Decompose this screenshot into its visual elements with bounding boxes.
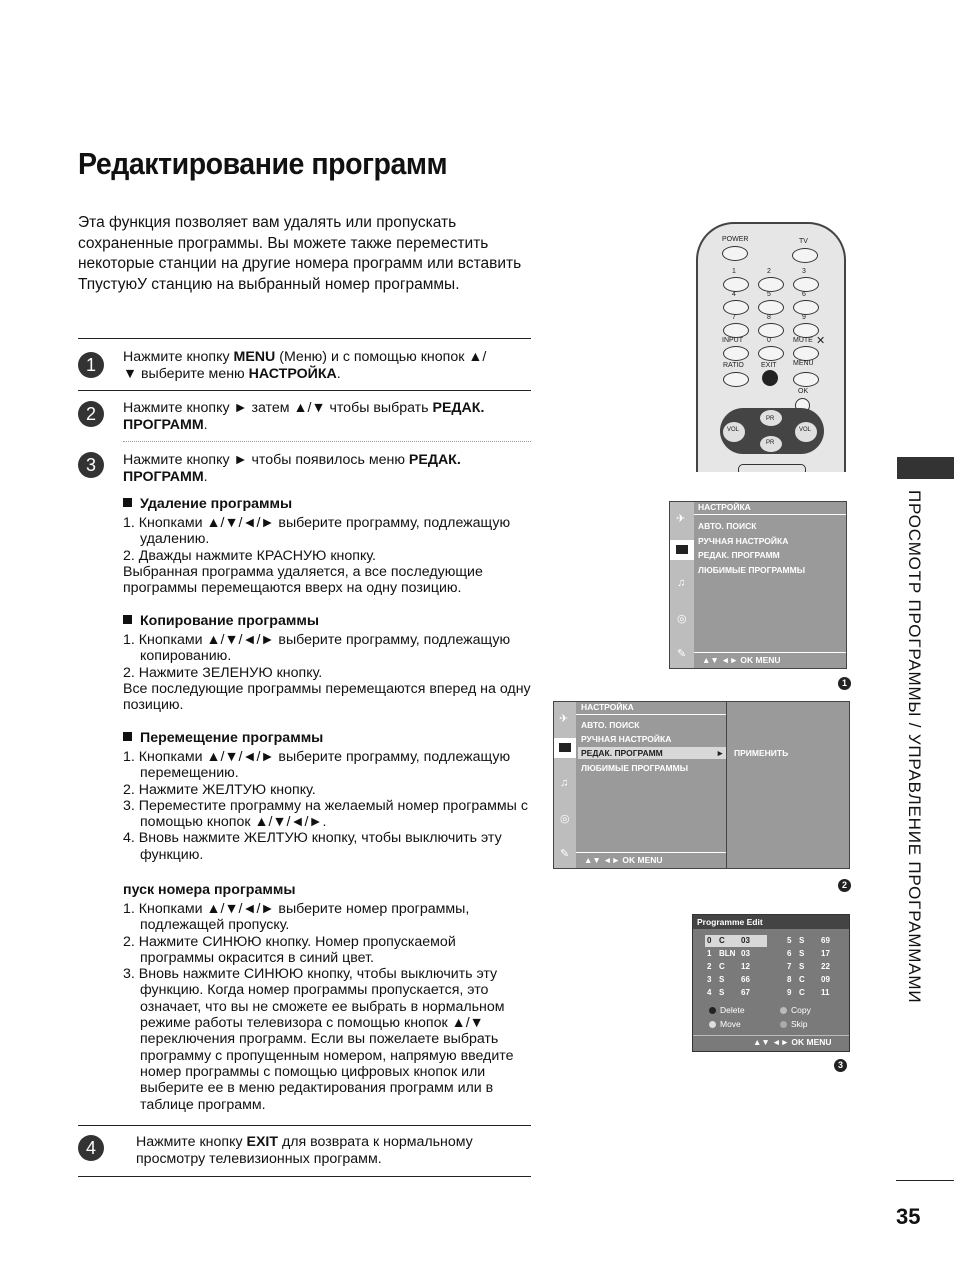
remote-control — [696, 222, 846, 472]
power-button[interactable] — [722, 246, 748, 261]
legend-delete: Delete — [720, 1005, 745, 1015]
digit-label: 7 — [732, 314, 736, 321]
digit-label: 3 — [802, 268, 806, 275]
menu-footer: ▲▼ ◄► OK MENU — [702, 655, 781, 665]
divider — [78, 390, 531, 391]
figure-badge: 1 — [838, 677, 851, 690]
copy-section: 1. Кнопками ▲/▼/◄/► выберите программу, подлежащую копированию. 2. Нажмите ЗЕЛЕНУЮ кнопку. Все последующие программы перемещаются вперед на одну позицию. — [123, 632, 531, 714]
chapter-tab — [897, 457, 954, 479]
mute-icon: ✕ — [816, 335, 826, 347]
tv-tab — [670, 540, 694, 560]
arrow-right-icon: ► — [716, 748, 725, 758]
menu-item[interactable]: РЕДАК. ПРОГРАММ — [698, 550, 780, 560]
section-heading: Копирование программы — [123, 613, 319, 629]
power-label: POWER — [722, 236, 749, 243]
section-heading: пуск номера программы — [123, 882, 296, 898]
pe-cell: S — [719, 988, 725, 997]
pe-cell: 11 — [821, 988, 830, 997]
divider — [693, 1035, 849, 1036]
digit-button[interactable] — [793, 277, 819, 292]
digit-label: 5 — [767, 291, 771, 298]
pe-cell: 2 — [707, 962, 712, 971]
tv-button[interactable] — [792, 248, 818, 263]
pe-title: Programme Edit — [697, 917, 763, 927]
vol-label: VOL — [799, 427, 812, 433]
step-4-text: Нажмите кнопку EXIT для возврата к нормальному просмотру телевизионных программ. — [136, 1134, 473, 1167]
legend-copy: Copy — [791, 1005, 811, 1015]
speaker-icon: ♫ — [560, 777, 569, 789]
menu-item[interactable]: АВТО. ПОИСК — [698, 521, 757, 531]
chapter-heading: ПРОСМОТР ПРОГРАММЫ / УПРАВЛЕНИЕ ПРОГРАММАМИ — [905, 490, 924, 1004]
step-number: 3 — [78, 452, 104, 478]
digit-label: 0 — [767, 337, 771, 344]
divider — [78, 338, 531, 339]
pe-cell: 03 — [741, 936, 750, 945]
vol-label: VOL — [727, 427, 740, 433]
green-dot-icon — [780, 1007, 787, 1014]
pe-cell: 4 — [707, 988, 712, 997]
pe-cell: 22 — [821, 962, 830, 971]
divider — [694, 652, 846, 653]
tv-tab — [554, 738, 576, 758]
color-buttons[interactable] — [738, 464, 806, 472]
figure-badge: 2 — [838, 879, 851, 892]
yellow-dot-icon — [709, 1021, 716, 1028]
digit-label: 4 — [732, 291, 736, 298]
step-number: 1 — [78, 352, 104, 378]
page-number: 35 — [896, 1204, 921, 1229]
section-heading: Перемещение программы — [123, 730, 323, 746]
clock-icon: ◎ — [560, 813, 570, 825]
digit-button[interactable] — [723, 277, 749, 292]
menu-sidebar — [670, 502, 694, 668]
square-bullet-icon — [123, 732, 132, 741]
tv-icon — [559, 743, 571, 752]
digit-label: 2 — [767, 268, 771, 275]
pe-cell: 12 — [741, 962, 750, 971]
digit-button[interactable] — [793, 300, 819, 315]
digit-button[interactable] — [723, 323, 749, 338]
legend-skip: Skip — [791, 1019, 808, 1029]
satellite-icon: ✈ — [559, 713, 569, 725]
menu-footer: ▲▼ ◄► OK MENU — [584, 855, 663, 865]
pe-cell: 6 — [787, 949, 792, 958]
pe-cell: C — [719, 936, 725, 945]
digit-label: 9 — [802, 314, 806, 321]
digit-button[interactable] — [758, 323, 784, 338]
pe-cell: S — [719, 975, 725, 984]
intro-text: Эта функция позволяет вам удалять или пропускать сохраненные программы. Вы можете также переместить некоторые станции на другие номера программ или вставить ТпустуюУ станцию на выбранный номер программы. — [78, 214, 522, 293]
section-heading: Удаление программы — [123, 496, 292, 512]
mute-button[interactable] — [793, 346, 819, 361]
divider — [123, 441, 531, 442]
pe-footer: ▲▼ ◄► OK MENU — [753, 1037, 832, 1047]
divider — [694, 514, 846, 515]
menu-header: НАСТРОЙКА — [698, 502, 751, 512]
menu-item[interactable]: АВТО. ПОИСК — [581, 720, 640, 730]
menu-item[interactable]: РУЧНАЯ НАСТРОЙКА — [581, 734, 672, 744]
pe-cell: 0 — [707, 936, 712, 945]
menu-button[interactable] — [793, 372, 819, 387]
pe-cell: 09 — [821, 975, 830, 984]
input-button[interactable] — [723, 346, 749, 361]
pr-label: PR — [766, 440, 775, 446]
move-section: 1. Кнопками ▲/▼/◄/► выберите программу, подлежащую перемещению. 2. Нажмите ЖЕЛТУЮ кнопку. 3. Переместите программу на желаемый номер программы с помощью кнопок ▲/▼/◄/►. 4. Вновь нажмите ЖЕЛТУЮ кнопку, чтобы выключить эту функцию. — [123, 749, 528, 863]
pe-cell: 3 — [707, 975, 712, 984]
step-1-text: Нажмите кнопку MENU (Меню) и с помощью кнопок ▲/ ▼ выберите меню НАСТРОЙКА. — [123, 349, 487, 382]
pr-label: PR — [766, 416, 775, 422]
legend-move: Move — [720, 1019, 741, 1029]
step-number: 4 — [78, 1135, 104, 1161]
figure-badge: 3 — [834, 1059, 847, 1072]
speaker-icon: ♫ — [677, 577, 686, 589]
divider — [576, 852, 726, 853]
ok-label: OK — [798, 388, 809, 395]
pe-cell: 8 — [787, 975, 792, 984]
input-label: INPUT — [722, 337, 743, 344]
pe-cell: S — [799, 949, 805, 958]
mute-label: MUTE — [793, 337, 813, 344]
divider — [576, 714, 726, 715]
menu-item[interactable]: РЕДАК. ПРОГРАММ — [581, 748, 663, 758]
digit-button[interactable] — [758, 346, 784, 361]
exit-label: EXIT — [761, 362, 777, 369]
skip-section: 1. Кнопками ▲/▼/◄/► выберите номер программы, подлежащей пропуску. 2. Нажмите СИНЮЮ кнопку. Номер пропускаемой программы окрасится в синий цвет. 3. Вновь нажмите СИНЮЮ кнопку, чтобы выключить эту функцию. Когда номер программы пропускается, это означает, что вы не сможете ее выбрать в нормальном режиме работы телевизора с помощью кнопок ▲/▼ переключения программ. Если вы пожелаете выбрать программу с пропущенным номером, напрямую введите номер программы с помощью цифровых кнопок или выберите ее в меню редактирования программ или в таблице программ. — [123, 901, 514, 1113]
digit-button[interactable] — [758, 300, 784, 315]
pe-cell: C — [719, 962, 725, 971]
pe-cell: 69 — [821, 936, 830, 945]
menu-item[interactable]: ЛЮБИМЫЕ ПРОГРАММЫ — [581, 763, 689, 773]
square-bullet-icon — [123, 615, 132, 624]
digit-button[interactable] — [758, 277, 784, 292]
square-bullet-icon — [123, 498, 132, 507]
pe-selected-row — [705, 935, 767, 947]
programme-edit-screen — [692, 914, 850, 1052]
pe-cell: 66 — [741, 975, 750, 984]
pe-cell: 1 — [707, 949, 712, 958]
divider — [896, 1180, 954, 1181]
tools-icon: ✎ — [677, 648, 687, 660]
digit-label: 1 — [732, 268, 736, 275]
pe-cell: 03 — [741, 949, 750, 958]
exit-button[interactable] — [762, 370, 778, 386]
step-2-text: Нажмите кнопку ► затем ▲/▼ чтобы выбрать РЕДАК. ПРОГРАММ. — [123, 400, 485, 433]
pe-cell: C — [799, 975, 805, 984]
pe-cell: 7 — [787, 962, 792, 971]
setup-menu-2 — [553, 701, 727, 869]
divider — [78, 1176, 531, 1177]
menu-header: НАСТРОЙКА — [581, 702, 634, 712]
page-title: Редактирование программ — [78, 146, 448, 181]
clock-icon: ◎ — [677, 613, 687, 625]
digit-button[interactable] — [723, 300, 749, 315]
pe-cell: 5 — [787, 936, 792, 945]
satellite-icon: ✈ — [676, 513, 686, 525]
tools-icon: ✎ — [560, 848, 570, 860]
menu-item[interactable]: ЛЮБИМЫЕ ПРОГРАММЫ — [698, 565, 806, 575]
blue-dot-icon — [780, 1021, 787, 1028]
menu-label: MENU — [793, 360, 814, 367]
menu-sidebar — [554, 702, 576, 868]
step-3-text: Нажмите кнопку ► чтобы появилось меню РЕДАК. ПРОГРАММ. — [123, 452, 461, 485]
ratio-button[interactable] — [723, 372, 749, 387]
pe-cell: 67 — [741, 988, 750, 997]
pe-cell: 17 — [821, 949, 830, 958]
setup-menu-1 — [669, 501, 847, 669]
pe-cell: S — [799, 936, 805, 945]
pe-cell: S — [799, 962, 805, 971]
digit-label: 6 — [802, 291, 806, 298]
submenu-panel — [726, 701, 850, 869]
tv-icon — [676, 545, 688, 554]
delete-section: 1. Кнопками ▲/▼/◄/► выберите программу, подлежащую удалению. 2. Дважды нажмите КРАСНУЮ кнопку. Выбранная программа удаляется, а все последующие программы перемещаются вверх на одну позицию. — [123, 515, 511, 597]
step-number: 2 — [78, 401, 104, 427]
red-dot-icon — [709, 1007, 716, 1014]
tv-label: TV — [799, 238, 808, 245]
digit-label: 8 — [767, 314, 771, 321]
menu-item[interactable]: РУЧНАЯ НАСТРОЙКА — [698, 536, 789, 546]
pe-cell: 9 — [787, 988, 792, 997]
ratio-label: RATIO — [723, 362, 744, 369]
pe-cell: C — [799, 988, 805, 997]
divider — [78, 1125, 531, 1126]
apply-option[interactable]: ПРИМЕНИТЬ — [734, 748, 789, 758]
pe-cell: BLN — [719, 949, 736, 958]
